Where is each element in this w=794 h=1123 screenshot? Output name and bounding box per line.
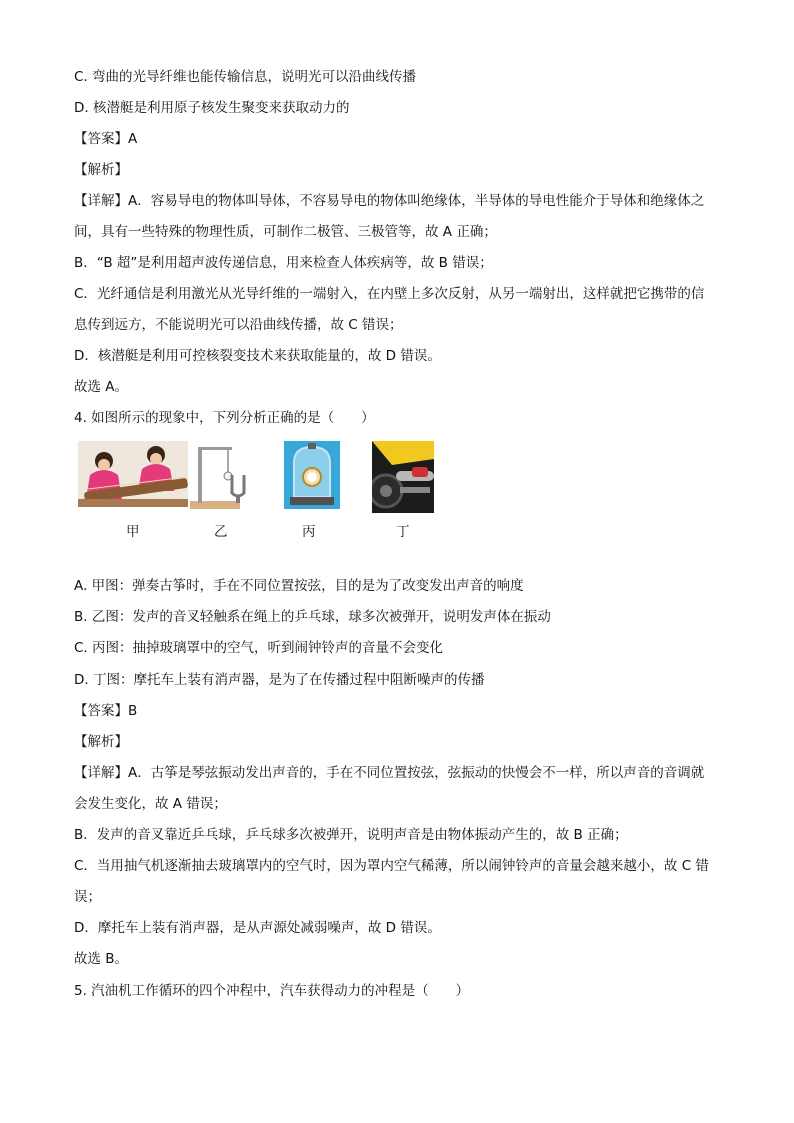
analysis-label: 【解析】 [74,162,128,178]
caption-jia: 甲 [126,524,140,540]
option-a-line: A. 甲图：弹奏古筝时，手在不同位置按弦，目的是为了改变发出声音的响度 [74,578,524,594]
caption-yi: 乙 [214,524,228,540]
detail-line: 【详解】A．古筝是琴弦振动发出声音的，手在不同位置按弦，弦振动的快慢会不一样，所以声音的音调就 [74,765,705,781]
detail-line: B．“B 超”是利用超声波传递信息，用来检查人体疾病等，故 B 错误； [74,255,493,271]
detail-line: 息传到远方，不能说明光可以沿曲线传播，故 C 错误； [74,317,403,333]
analysis-label: 【解析】 [74,734,128,750]
detail-line: 会发生变化，故 A 错误； [74,796,227,812]
zither-image [78,441,190,507]
answer-label: 【答案】B [74,703,138,719]
detail-line: D．核潜艇是利用可控核裂变技术来获取能量的，故 D 错误。 [74,348,441,364]
motorcycle-image [372,441,434,513]
bell-jar-image [284,441,340,509]
question-4: 4. 如图所示的现象中，下列分析正确的是（ ） [74,410,375,426]
caption-bing: 丙 [302,524,316,540]
conclusion-line: 故选 A。 [74,379,129,395]
detail-line: 【详解】A．容易导电的物体叫导体，不容易导电的物体叫绝缘体，半导体的导电性能介于导体和绝缘体之 [74,193,705,209]
conclusion-line: 故选 B。 [74,951,129,967]
option-d-line: D. 核潜艇是利用原子核发生聚变来获取动力的 [74,100,350,116]
answer-label: 【答案】A [74,131,138,147]
option-b-line: B. 乙图：发声的音叉轻触系在绳上的乒乓球，球多次被弹开，说明发声体在振动 [74,609,551,625]
option-c-line: C. 丙图：抽掉玻璃罩中的空气，听到闹钟铃声的音量不会变化 [74,640,444,656]
option-d-line: D. 丁图：摩托车上装有消声器，是为了在传播过程中阻断噪声的传播 [74,672,485,688]
detail-line: 间，具有一些特殊的物理性质，可制作二极管、三极管等，故 A 正确； [74,224,497,240]
detail-line: C．光纤通信是利用激光从光导纤维的一端射入，在内壁上多次反射，从另一端射出，这样就把它携带的信 [74,286,705,302]
figure-row [78,441,448,541]
detail-line: 误； [74,889,101,905]
caption-ding: 丁 [396,524,410,540]
option-c-line: C. 弯曲的光导纤维也能传输信息，说明光可以沿曲线传播 [74,69,417,85]
detail-line: D．摩托车上装有消声器，是从声源处减弱噪声，故 D 错误。 [74,920,441,936]
tuning-fork-image [188,441,250,511]
question-5: 5. 汽油机工作循环的四个冲程中，汽车获得动力的冲程是（ ） [74,983,470,999]
detail-line: C．当用抽气机逐渐抽去玻璃罩内的空气时，因为罩内空气稀薄，所以闹钟铃声的音量会越来越小，故 C 错 [74,858,709,874]
detail-line: B．发声的音叉靠近乒乓球，乒乓球多次被弹开，说明声音是由物体振动产生的，故 B 正确； [74,827,628,843]
